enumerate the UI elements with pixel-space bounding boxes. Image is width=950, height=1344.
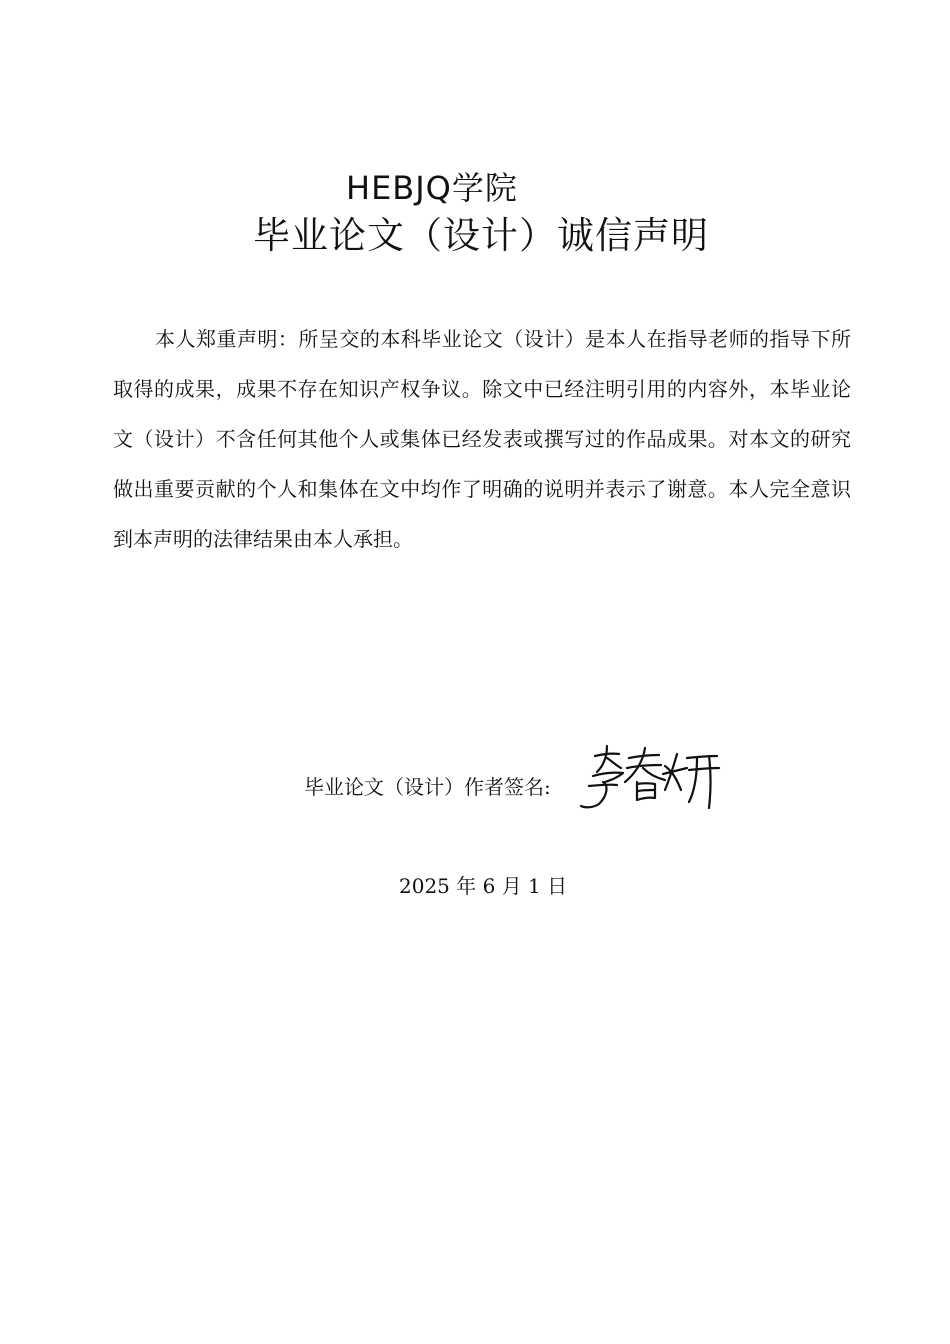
declaration-statement: 本人郑重声明：所呈交的本科毕业论文（设计）是本人在指导老师的指导下所取得的成果，成果不存在知识产权争议。除文中已经注明引用的内容外，本毕业论文（设计）不含任何其他个人或集体已经发表或撰写过的作品成果。对本文的研究做出重要贡献的个人和集体在文中均作了明确的说明并表示了谢意。本人完全意识到本声明的法律结果由本人承担。 [113,327,851,551]
school-name: HEBJQ学院 [346,169,518,207]
signature-label: 毕业论文（设计）作者签名: [304,775,551,799]
handwritten-signature [577,742,727,814]
signing-date: 2025 年 6 月 1 日 [399,874,568,898]
page-title: 毕业论文（设计）诚信声明 [253,214,709,257]
